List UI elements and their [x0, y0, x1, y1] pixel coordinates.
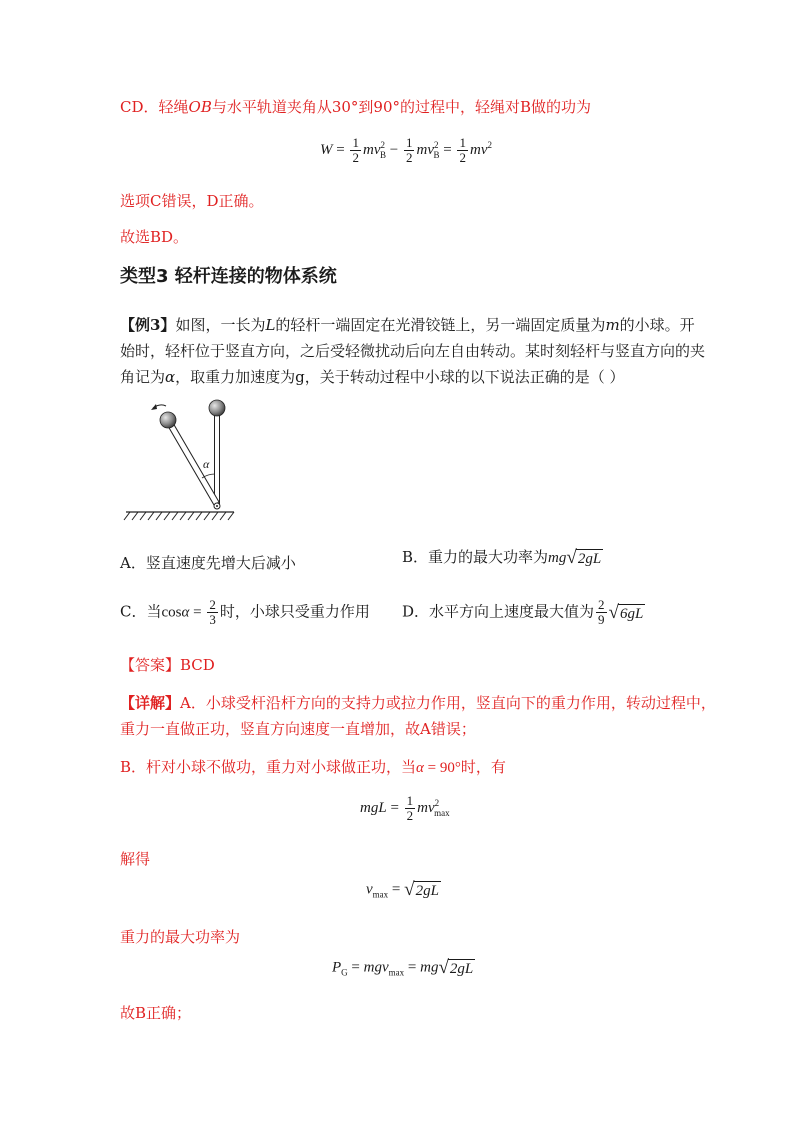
answer: 【答案】BCD: [120, 656, 215, 674]
detail-b: B．杆对小球不做功，重力对小球做正功，当α = 90°时，有: [120, 758, 506, 776]
power-equation: $P_G = mgv_{max}$ = mg √ 2gL: [332, 957, 474, 978]
energy-equation: mgL = $\frac{1}{2}$ $mv^2_{max}$: [360, 793, 450, 823]
rod-pendulum-figure: [120, 394, 240, 524]
option-b: B．重力的最大功率为mg √ 2gL: [402, 547, 602, 568]
detail-a: 【详解】A．小球受杆沿杆方向的支持力或拉力作用，竖直向下的重力作用，转动过程中， 重力一直做正功，竖直方向速度一直增加，故A错误；: [120, 694, 716, 738]
alpha-label: α: [203, 457, 210, 471]
option-c: C．当cosα = $\frac{2}{3}$ 时，小球只受重力作用: [120, 597, 370, 627]
solve-text: 解得: [120, 850, 151, 868]
section-title: 类型3 轻杆连接的物体系统: [120, 266, 337, 287]
choose-bd-text: 故选BD。: [120, 228, 189, 246]
option-d: D．水平方向上速度最大值为 $\frac{2}{9}$ √ 6gL: [402, 597, 644, 627]
cd-statement: CD．轻绳OB与水平轨道夹角从30°到90°的过程中，轻绳对B做的功为: [120, 98, 592, 116]
b-correct-text: 故B正确；: [120, 1004, 192, 1022]
work-equation: W = $\frac{1}{2}$ $mv^2_B$ − $\frac{1}{2}$ $mv^2_B$ = $\frac{1}{2}$ $mv^2$: [320, 135, 492, 165]
example-question: 【例3】如图，一长为L的轻杆一端固定在光滑铰链上，另一端固定质量为m的小球。开 始时，轻杆位于竖直方向，之后受轻微扰动后向左自由转动。某时刻轻杆与竖直方向的夹 角记为α，取重力加速度为g，关于转动过程中小球的以下说法正确的是（ ）: [120, 316, 706, 386]
option-c-wrong-text: 选项C错误，D正确。: [120, 192, 264, 210]
vmax-equation: $v_{max}$ = √ 2gL: [366, 879, 439, 900]
power-text: 重力的最大功率为: [120, 928, 241, 946]
option-a: A．竖直速度先增大后减小: [120, 554, 296, 572]
